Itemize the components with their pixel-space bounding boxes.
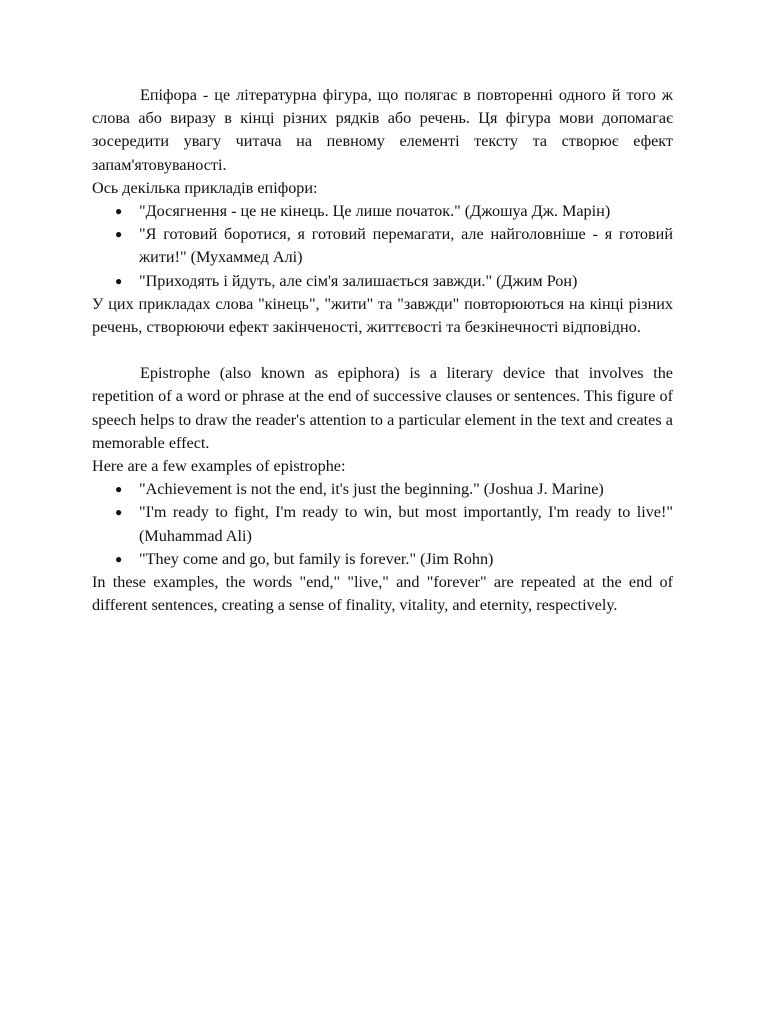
bullet-icon: ● <box>115 227 123 242</box>
english-intro-paragraph: Epistrophe (also known as epiphora) is a literary device that involves the repetition of a word or phrase at the end of successive clauses or sentences. This figure of speech helps to draw the reader's attention to a particular element in the text and creates a memorable effect. <box>92 364 673 452</box>
list-item <box>92 501 673 547</box>
list-item-text: "Я готовий боротися, я готовий перемагати, але найголовніше - я готовий жити!" (Мухаммед Алі) <box>139 225 673 267</box>
ukrainian-examples-lead: Ось декілька прикладів епіфори: <box>92 178 318 197</box>
bullet-icon: ● <box>115 204 123 219</box>
bullet-icon: ● <box>115 273 123 288</box>
list-item <box>92 200 673 223</box>
english-examples-lead: Here are a few examples of epistrophe: <box>92 457 346 476</box>
list-item <box>92 478 673 501</box>
english-examples-list <box>92 478 673 571</box>
list-item <box>92 548 673 571</box>
bullet-icon: ● <box>115 482 123 497</box>
list-item <box>92 270 673 293</box>
document-page <box>92 84 673 617</box>
english-section <box>92 362 673 617</box>
bullet-icon: ● <box>115 551 123 566</box>
ukrainian-examples-list <box>92 200 673 293</box>
ukrainian-intro-paragraph: Епіфора - це літературна фігура, що полягає в повторенні одного й того ж слова або виразу в кінці різних рядків або речень. Ця фігура мови допомагає зосередити увагу читача на певному елементі тексту та створює ефект запам'ятовуваності. <box>92 86 673 174</box>
list-item-text: "Приходять і йдуть, але сім'я залишається завжди." (Джим Рон) <box>139 271 578 290</box>
list-item <box>92 223 673 269</box>
bullet-icon: ● <box>115 505 123 520</box>
list-item-text: "Achievement is not the end, it's just the beginning." (Joshua J. Marine) <box>139 480 604 499</box>
ukrainian-section <box>92 84 673 339</box>
english-conclusion-paragraph: In these examples, the words "end," "live," and "forever" are repeated at the end of different sentences, creating a sense of finality, vitality, and eternity, respectively. <box>92 573 673 615</box>
list-item-text: "They come and go, but family is forever." (Jim Rohn) <box>139 549 494 568</box>
ukrainian-conclusion-paragraph: У цих прикладах слова "кінець", "жити" та "завжди" повторюються на кінці різних речень, створюючи ефект закінченості, життєвості та безкінечності відповідно. <box>92 294 673 337</box>
list-item-text: "I'm ready to fight, I'm ready to win, but most importantly, I'm ready to live!" (Muhammad Ali) <box>139 503 673 545</box>
list-item-text: "Досягнення - це не кінець. Це лише початок." (Джошуа Дж. Марін) <box>139 202 611 221</box>
